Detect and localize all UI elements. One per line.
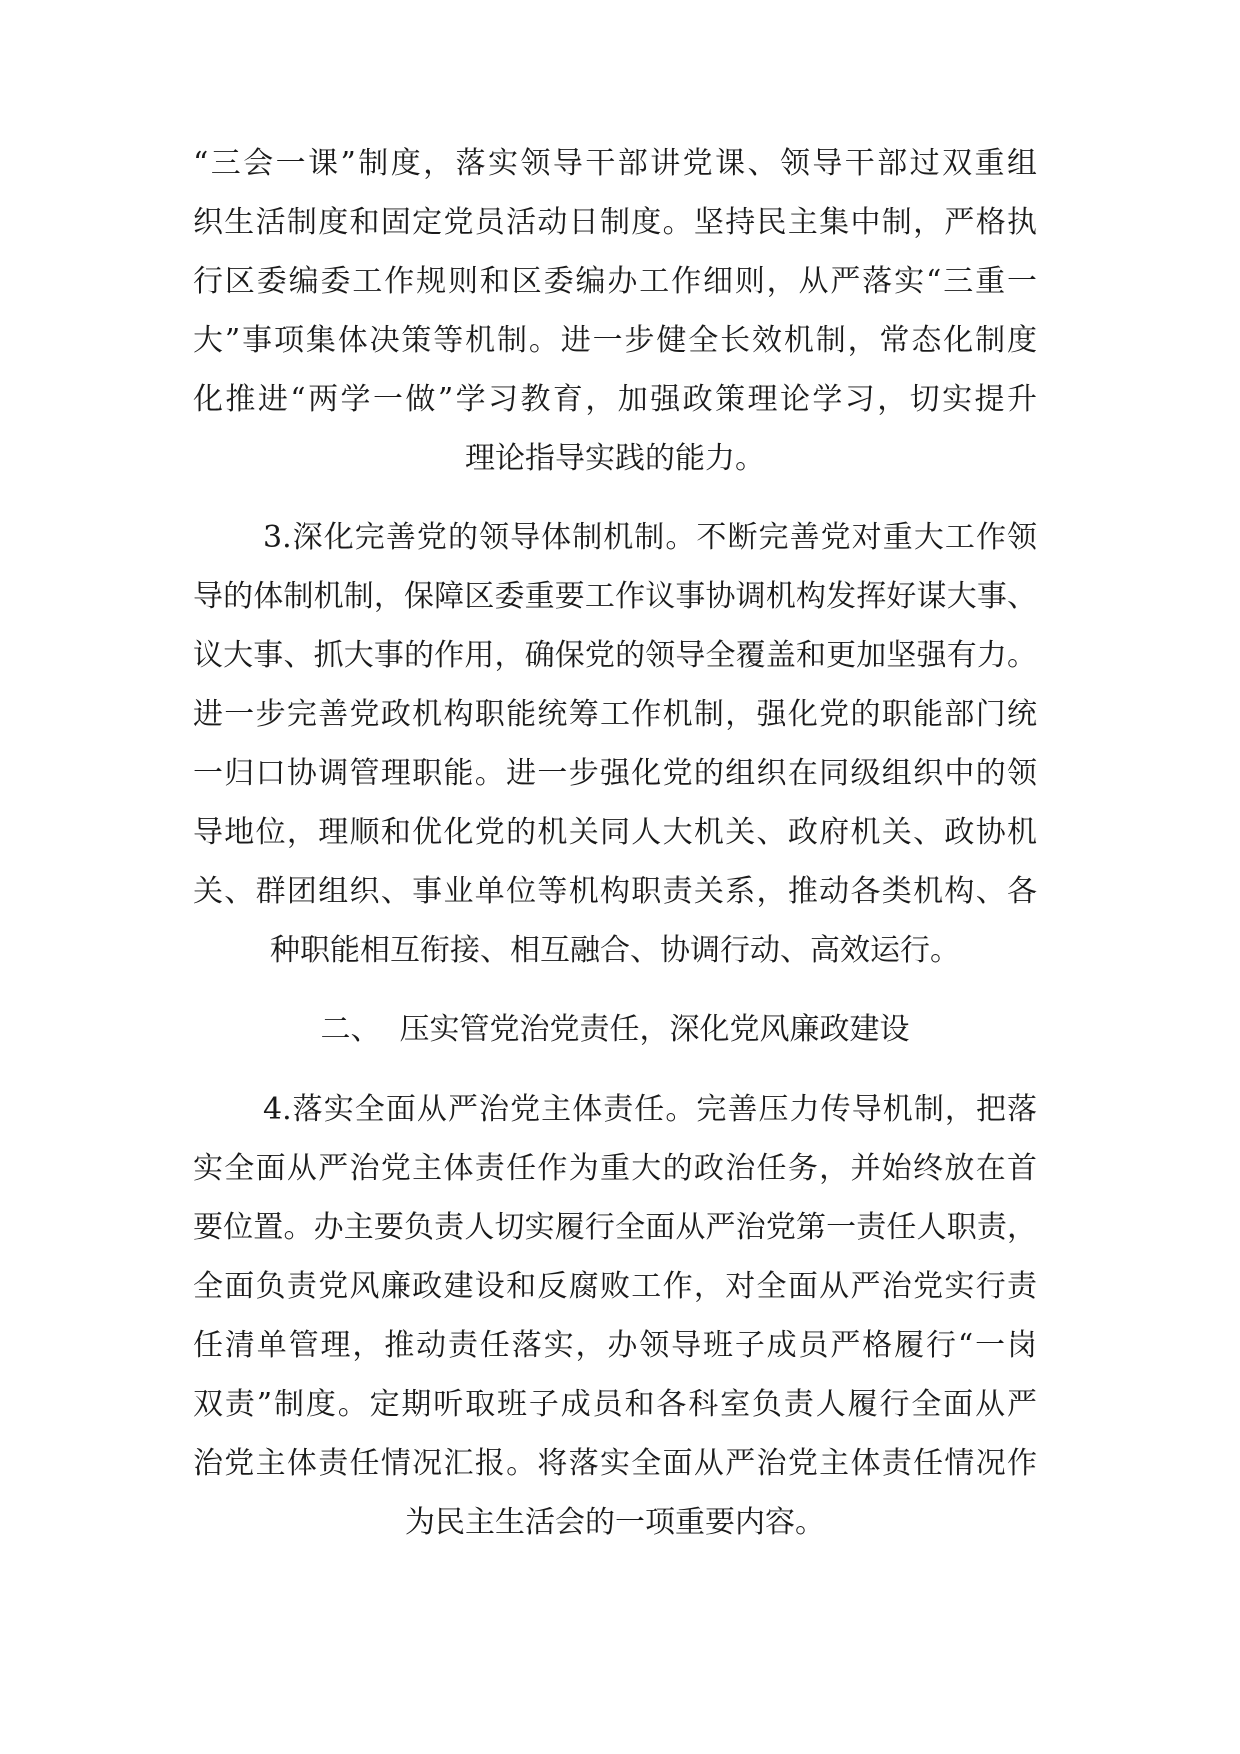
text-line: 导的体制机制，保障区委重要工作议事协调机构发挥好谋大事、 — [193, 579, 1037, 614]
text-line: 大”事项集体决策等机制。进一步健全长效机制，常态化制度 — [193, 323, 1037, 358]
text-line: 双责”制度。定期听取班子成员和各科室负责人履行全面从严 — [193, 1387, 1037, 1422]
text-line: 理论指导实践的能力。 — [465, 441, 765, 476]
text-line: 治党主体责任情况汇报。将落实全面从严治党主体责任情况作 — [193, 1446, 1037, 1481]
text-line: 行区委编委工作规则和区委编办工作细则，从严落实“三重一 — [193, 264, 1037, 299]
text-line: 为民主生活会的一项重要内容。 — [405, 1505, 825, 1540]
text-line: 要位置。办主要负责人切实履行全面从严治党第一责任人职责， — [193, 1210, 1037, 1245]
text-line: 导地位，理顺和优化党的机关同人大机关、政府机关、政协机 — [193, 815, 1037, 850]
text-line: 织生活制度和固定党员活动日制度。坚持民主集中制，严格执 — [193, 205, 1037, 240]
text-line: 种职能相互衔接、相互融合、协调行动、高效运行。 — [270, 933, 960, 968]
text-line: 任清单管理，推动责任落实，办领导班子成员严格履行“一岗 — [193, 1328, 1037, 1363]
text-line: “三会一课”制度，落实领导干部讲党课、领导干部过双重组 — [193, 146, 1037, 181]
text-line: 4.落实全面从严治党主体责任。完善压力传导机制，把落 — [263, 1092, 1037, 1127]
text-line: 一归口协调管理职能。进一步强化党的组织在同级组织中的领 — [193, 756, 1037, 791]
text-line: 议大事、抓大事的作用，确保党的领导全覆盖和更加坚强有力。 — [193, 638, 1037, 673]
text-line: 化推进“两学一做”学习教育，加强政策理论学习，切实提升 — [193, 382, 1037, 417]
text-line: 关、群团组织、事业单位等机构职责关系，推动各类机构、各 — [193, 874, 1037, 909]
text-line: 实全面从严治党主体责任作为重大的政治任务，并始终放在首 — [193, 1151, 1037, 1186]
text-line: 全面负责党风廉政建设和反腐败工作，对全面从严治党实行责 — [193, 1269, 1037, 1304]
text-line: 进一步完善党政机构职能统筹工作机制，强化党的职能部门统 — [193, 697, 1037, 732]
text-line: 3.深化完善党的领导体制机制。不断完善党对重大工作领 — [263, 520, 1037, 555]
section-heading: 二、 压实管党治党责任，深化党风廉政建设 — [320, 1012, 910, 1047]
